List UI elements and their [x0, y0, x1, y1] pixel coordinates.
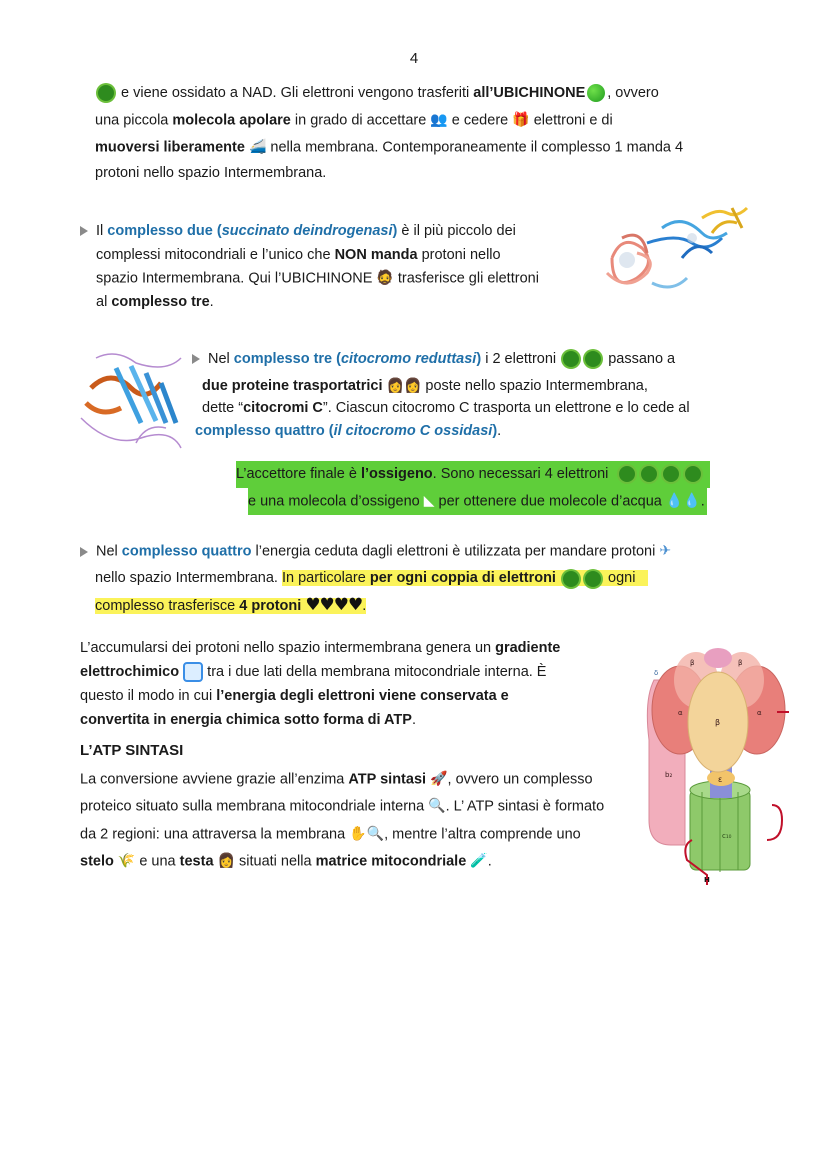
paragraph-gradiente: L’accumularsi dei protoni nello spazio intermembrana genera un gradiente elettrochimico tra i due lati della membrana mitocondriale interna. È questo il modo in cui l’energia degli elettroni viene conservata e convertita in energia chimica sotto forma di ATP.: [80, 640, 561, 728]
magnifier-icon: 🔍: [366, 825, 385, 842]
epsilon-label: ε: [718, 775, 723, 784]
bullet-icon: [192, 354, 200, 364]
rocket-icon: 🚀: [430, 771, 448, 787]
virus-icon: [641, 466, 657, 482]
bearded-face-icon: 🧔: [376, 270, 394, 286]
oxygen-icon: ◣: [423, 493, 435, 509]
complex-three-protein-image: [76, 348, 191, 453]
test-tube-icon: 🧪: [470, 852, 488, 869]
hand-icon: ✋: [349, 825, 367, 842]
virus-icon: [563, 571, 579, 587]
virus-icon: [685, 466, 701, 482]
virus-icon: [585, 351, 601, 367]
airplane-icon: ✈: [659, 543, 672, 559]
bullet-icon: [80, 547, 88, 557]
p1-line-3: muoversi liberamente 🚄 nella membrana. Contemporaneamente il complesso 1 manda 4: [95, 134, 775, 161]
paragraph-complesso-quattro: Nel complesso quattro l’energia ceduta dagli elettroni è utilizzata per mandare protoni ✈ nello spazio Intermembrana. In particolare per ogni coppia di elettroni ogni complesso trasferisce 4 protoni ♥♥♥♥.: [80, 538, 760, 620]
complex-two-protein-image: [592, 198, 757, 308]
c10-label: c₁₀: [722, 832, 732, 840]
p1-line-1: e viene ossidato a NAD. Gli elettroni vengono trasferiti all’UBICHINONE , ovvero: [95, 80, 775, 107]
busts-icon: 👥: [430, 112, 448, 128]
atp-synthase-diagram: [632, 640, 797, 885]
beta-label: β: [715, 718, 721, 727]
gift-icon: 🎁: [512, 112, 530, 128]
black-heart-icon: ♥♥♥♥: [305, 595, 363, 616]
section-title: L’ATP SINTASI: [80, 742, 184, 759]
train-icon: 🚄: [248, 139, 267, 156]
virus-icon: [585, 571, 601, 587]
beta-label: β: [690, 659, 695, 667]
paragraph-complesso-tre: Nel complesso tre (citocromo reduttasi) i 2 elettroni passano a due proteine trasportatrici 👩👩 poste nello spazio Intermembrana, dette “citocromi C”. Ciascun citocromo C trasporta un elettrone e lo cede al complesso quattro (il citocromo C ossidasi).: [192, 348, 792, 442]
p1-line-2: una piccola molecola apolare in grado di accettare 👥 e cedere 🎁 elettroni e di: [95, 107, 775, 134]
virus-icon: [98, 85, 114, 101]
alpha-label: α: [757, 709, 762, 717]
magnifier-icon: 🔍: [428, 798, 446, 815]
delta-label: δ: [654, 669, 659, 677]
paragraph-accettore-finale: L’accettore finale è l’ossigeno. Sono necessari 4 elettroni e una molecola d’ossigeno ◣ per ottenere due molecole d’acqua 💧💧.: [236, 461, 756, 515]
paragraph-atp-sintasi: La conversione avviene grazie all’enzima ATP sintasi 🚀, ovvero un complesso proteico situato sulla membrana mitocondriale interna 🔍. L’ ATP sintasi è formato da 2 regioni: una attraversa la membrana ✋🔍, mentre l’altra comprende uno stelo 🌾 e una testa 👩 situati nella matrice mitocondriale 🧪.: [80, 766, 650, 875]
wheat-icon: 🌾: [117, 852, 136, 869]
green-ball-icon: [587, 84, 605, 102]
virus-icon: [663, 466, 679, 482]
virus-icon: [619, 466, 635, 482]
alpha-label: α: [678, 709, 683, 717]
droplet-icon: 💧💧: [665, 493, 701, 509]
beta-label: β: [738, 659, 743, 667]
page-number: 4: [409, 50, 419, 67]
women-icon: 👩👩: [386, 377, 422, 394]
virus-icon: [563, 351, 579, 367]
stop-button-icon: [183, 662, 203, 682]
paragraph-complesso-due: Il complesso due (succinato deindrogenasi) è il più piccolo dei complessi mitocondriali e l’unico che NON manda protoni nello spazio Intermembrana. Qui l’UBICHINONE 🧔 trasferisce gli elettroni al complesso tre.: [80, 220, 600, 315]
p1-line-4: protoni nello spazio Intermembrana.: [95, 164, 327, 181]
b2-label: b₂: [665, 771, 673, 779]
bullet-icon: [80, 226, 88, 236]
woman-face-icon: 👩: [217, 852, 235, 869]
paragraph-ubichinone: [95, 80, 775, 184]
h-label: H: [704, 876, 710, 884]
